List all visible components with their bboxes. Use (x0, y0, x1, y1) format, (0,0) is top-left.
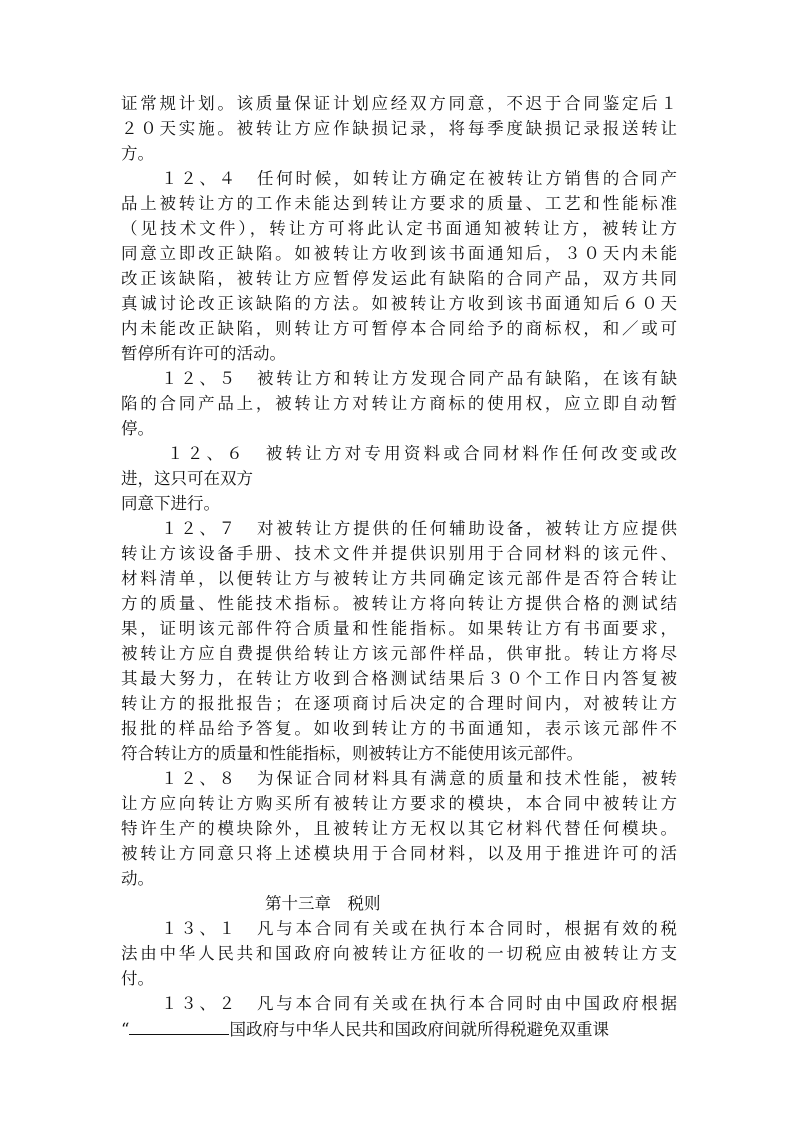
text-line: 报批的样品给予答复。如收到转让方的书面通知，表示该元部件不 (121, 719, 677, 738)
clause-12-7-first-line: １２、７ 对被转让方提供的任何辅助设备，被转让方应提供 (161, 519, 677, 538)
text-line: 特许生产的模块除外，且被转让方无权以其它材料代替任何模块。 (121, 819, 677, 838)
text-line: 方。 (121, 144, 154, 163)
text-line: 其最大努力，在转让方收到合格测试结果后３０个工作日内答复被 (121, 669, 677, 688)
text-line: 改正该缺陷，被转让方应暂停发运此有缺陷的合同产品，双方共同 (121, 269, 677, 288)
text-line: 果，证明该元部件符合质量和性能指标。如果转让方有书面要求， (121, 619, 677, 638)
chapter-13-heading: 第十三章 税则 (265, 894, 381, 913)
text-line: 同意下进行。 (121, 494, 220, 513)
text-line: 证常规计划。该质量保证计划应经双方同意，不迟于合同鉴定后１ (121, 94, 677, 113)
text-line: 被转让方应自费提供给转让方该元部件样品，供审批。转让方将尽 (121, 644, 677, 663)
document-page (121, 91, 677, 1041)
text-line: 法由中华人民共和国政府向被转让方征收的一切税应由被转让方支 (121, 944, 677, 963)
text-line: ２０天实施。被转让方应作缺损记录，将每季度缺损记录报送转让 (121, 119, 677, 138)
text-after-blank: 国政府与中华人民共和国政府间就所得税避免双重课 (229, 1020, 609, 1039)
text-line: 方的质量、性能技术指标。被转让方将向转让方提供合格的测试结 (121, 594, 677, 613)
text-line: 停。 (121, 419, 154, 438)
clause-12-8-first-line: １２、８ 为保证合同材料具有满意的质量和技术性能，被转 (161, 769, 677, 788)
text-line: （见技术文件），转让方可将此认定书面通知被转让方，被转让方 (121, 219, 677, 238)
text-line: 付。 (121, 969, 154, 988)
text-line: 品上被转让方的工作未能达到转让方要求的质量、工艺和性能标准 (121, 194, 677, 213)
text-line: 被转让方同意只将上述模块用于合同材料，以及用于推进许可的活 (121, 844, 677, 863)
text-line-with-blank (121, 1016, 677, 1041)
clause-13-2-first-line: １３、２ 凡与本合同有关或在执行本合同时由中国政府根据 (161, 994, 677, 1013)
opening-quote: “ (121, 1020, 130, 1039)
text-line: 转让方的报批报告；在逐项商讨后决定的合理时间内，对被转让方 (121, 694, 677, 713)
text-line: 进，这只可在双方 (121, 469, 253, 488)
text-line: 同意立即改正缺陷。如被转让方收到该书面通知后，３０天内未能 (121, 244, 677, 263)
text-line: 内未能改正缺陷，则转让方可暂停本合同给予的商标权，和／或可 (121, 319, 677, 338)
text-line: 材料清单，以便转让方与被转让方共同确定该元部件是否符合转让 (121, 569, 677, 588)
text-line: 让方应向转让方购买所有被转让方要求的模块，本合同中被转让方 (121, 794, 677, 813)
clause-12-5-first-line: １２、５ 被转让方和转让方发现合同产品有缺陷，在该有缺 (161, 369, 677, 388)
text-line: 陷的合同产品上，被转让方对转让方商标的使用权，应立即自动暂 (121, 394, 677, 413)
text-line: 转让方该设备手册、技术文件并提供识别用于合同材料的该元件、 (121, 544, 677, 563)
text-line: 暂停所有许可的活动。 (121, 344, 286, 363)
clause-12-6-first-line: １２、６ 被转让方对专用资料或合同材料作任何改变或改 (167, 444, 677, 463)
text-line: 真诚讨论改正该缺陷的方法。如被转让方收到该书面通知后６０天 (121, 294, 677, 313)
fill-in-blank (129, 1016, 229, 1035)
text-line: 符合转让方的质量和性能指标，则被转让方不能使用该元部件。 (121, 744, 583, 763)
text-line: 动。 (121, 869, 154, 888)
clause-12-4-first-line: １２、４ 任何时候，如转让方确定在被转让方销售的合同产 (161, 169, 677, 188)
clause-13-1-first-line: １３、１ 凡与本合同有关或在执行本合同时，根据有效的税 (161, 919, 677, 938)
